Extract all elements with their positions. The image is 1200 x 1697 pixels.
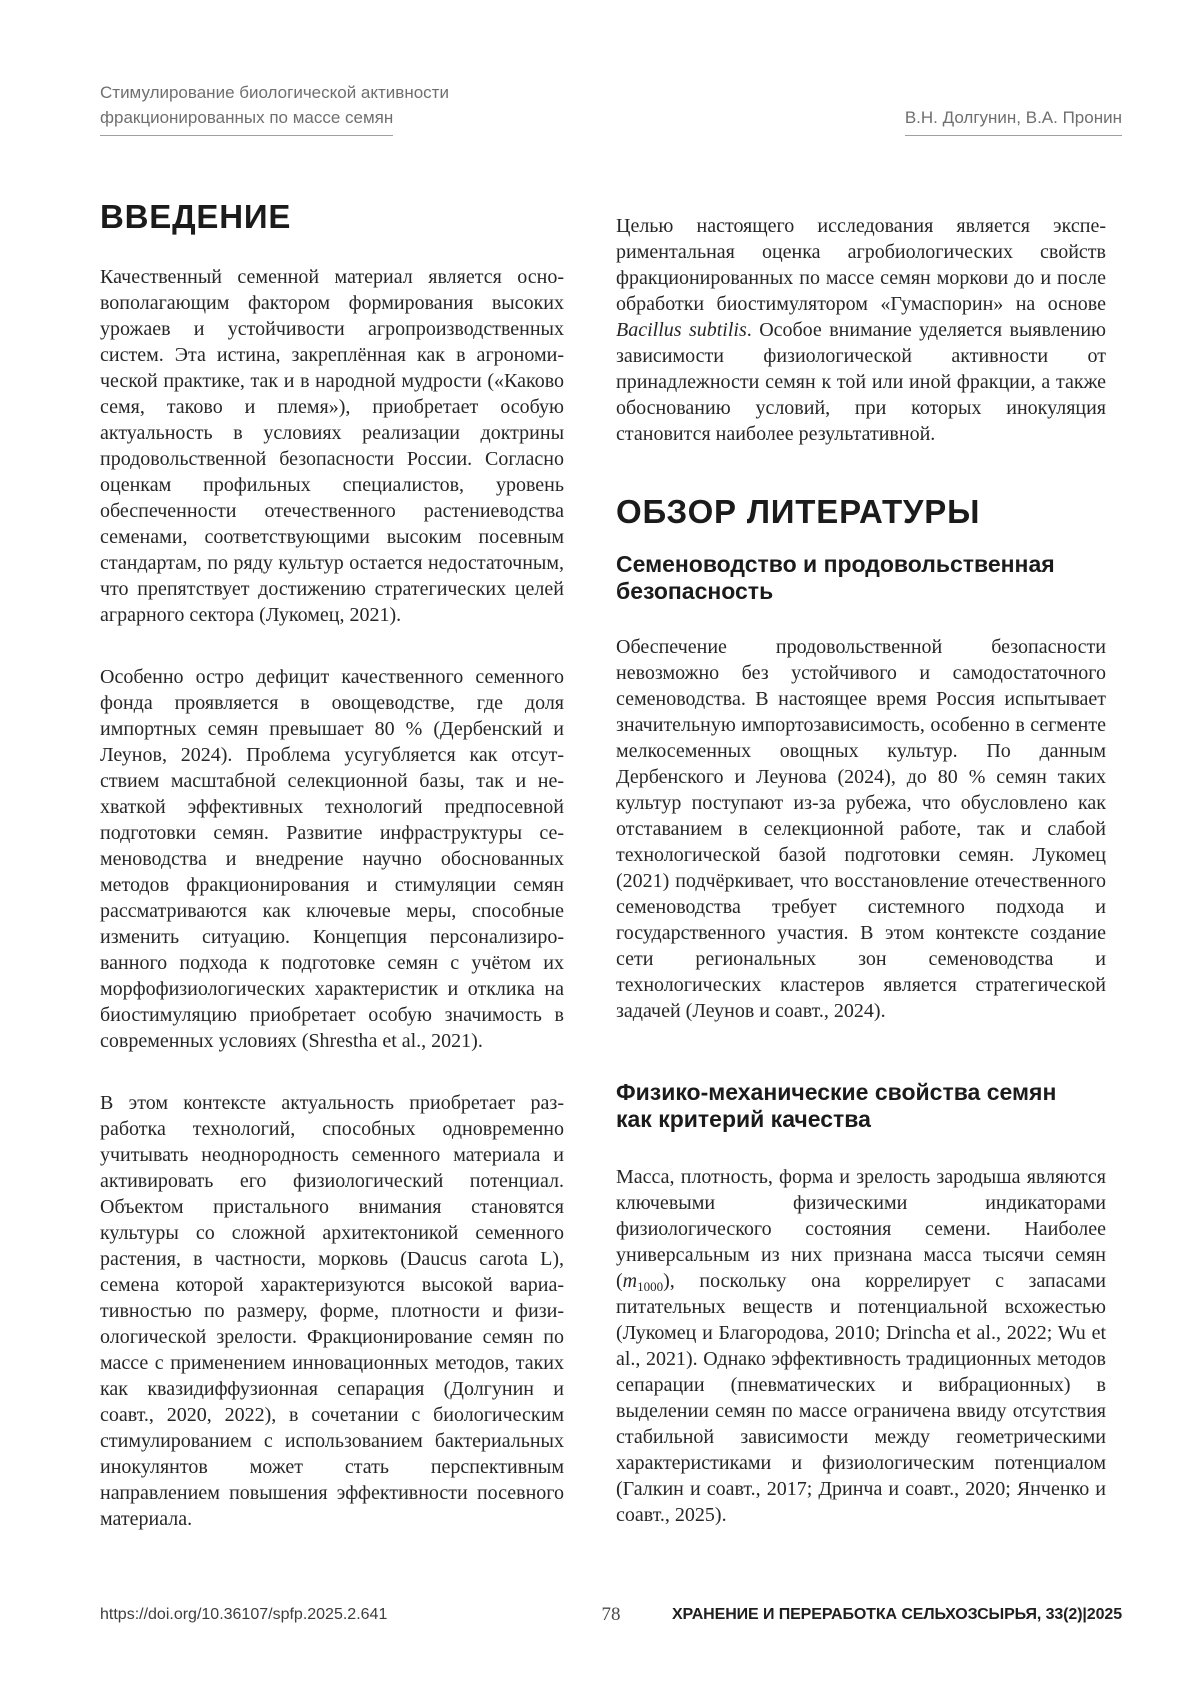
page-footer: [100, 1604, 1122, 1634]
physical-text-pre: Масса, плотность, форма и зрелость зародыша являются ключевыми физическими индикаторами физиологического состояния семени. Наиболее универсальным из них признана масса тысячи семян (: [616, 1166, 1106, 1292]
intro-paragraph-3: В этом контексте актуальность приобретает разработка технологий, способных одновременно учитывать неоднородность семенного материала и активировать его физиологический потенциал. Объектом пристального внимания становятся культуры со сложной архитектоникой семенного растения, в частности, морковь (Daucus carota L), семена которой характеризуются высокой вариативностью по размеру, форме, плотности и физиологической зрелости. Фракционирование семян по массе с применением инновационных методов, таких как квазидиффузионная сепарация (Долгунин и соавт., 2020, 2022), в сочетании с биологическим стимулированием с использованием бактериальных инокулянтов может стать перспективным направлением повышения эффективности посевного материала.: [100, 1092, 564, 1530]
article-body: [100, 0, 1106, 1532]
mass-variable-subscript: 1000: [637, 1279, 664, 1294]
subsection2-title-line1: Физико-механические свойства семян: [616, 1079, 1057, 1105]
subsection-title-physical-properties: [616, 1079, 1106, 1133]
journal-reference: ХРАНЕНИЕ И ПЕРЕРАБОТКА СЕЛЬХОЗСЫРЬЯ, 33(2)|2025: [671, 1606, 1122, 1623]
physical-properties-paragraph: [616, 1164, 1106, 1528]
aim-paragraph: [616, 213, 1106, 447]
subsection1-title-line1: Семеноводство и продовольственная: [616, 551, 1055, 577]
intro-section-title: ВВЕДЕНИЕ: [100, 198, 292, 235]
subsection-title-seed-production: [616, 551, 1106, 605]
intro-paragraph-2: Особенно остро дефицит качественного семенного фонда проявляется в овощеводстве, где доля импортных семян превышает 80 % (Дербенский и Леунов, 2024). Проблема усугубляется как отсутствием масштабной селекционной базы, так и нехваткой эффективных технологий предпосевной подготовки семян. Развитие инфраструктуры семеноводства и внедрение научно обоснованных методов фракционирования и стимуляции семян рассматриваются как ключевые меры, способные изменить ситуацию. Концепция персонализированного подхода к подготовке семян с учётом их морфофизиологических характеристик и отклика на биостимуляцию приобретает особую значимость в современных условиях (Shrestha et al., 2021).: [100, 666, 564, 1052]
left-column: [100, 0, 564, 1532]
right-column: [616, 0, 1106, 1532]
aim-text-pre: Целью настоящего исследования является экспериментальная оценка агробиологических свойств фракционированных по массе семян моркови до и после обработки биостимулятором «Гумаспорин» на основе: [616, 215, 1106, 315]
physical-text-post: ), поскольку она коррелирует с запасами питательных веществ и потенциальной всхожестью (Лукомец и Благородова, 2010; Drincha et al., 2022; Wu et al., 2021). Однако эффективность традиционных методов сепарации (пневматических и вибрационных) в выделении семян по массе ограничена ввиду отсутствия стабильной зависимости между геометрическими характеристиками и физиологическим потенциалом (Галкин и соавт., 2017; Дринча и соавт., 2020; Янченко и соавт., 2025).: [616, 1270, 1106, 1526]
intro-paragraph-1: Качественный семенной материал является основополагающим фактором формирования высоких урожаев и устойчивости агропроизводственных систем. Эта истина, закреплённая как в агрономической практике, так и в народной мудрости («Каково семя, таково и племя»), приобретает особую актуальность в условиях реализации доктрины продовольственной безопасности России. Согласно оценкам профильных специалистов, уровень обеспеченности отечественного растениеводства семенами, соответствующими высоким посевным стандартам, по ряду культур остается недостаточным, что препятствует достижению стратегических целей аграрного сектора (Лукомец, 2021).: [100, 266, 564, 626]
species-name-italic: Bacillus subtilis: [616, 319, 747, 341]
literature-review-title: ОБЗОР ЛИТЕРАТУРЫ: [616, 493, 981, 530]
mass-variable-italic: m: [622, 1270, 638, 1292]
running-title-line1: Стимулирование биологической активности: [100, 83, 449, 102]
page-number: 78: [601, 1604, 621, 1625]
subsection2-title-line2: как критерий качества: [616, 1106, 871, 1132]
seed-production-paragraph: Обеспечение продовольственной безопасности невозможно без устойчивого и самодостаточного семеноводства. В настоящее время Россия испытывает значительную импортозависимость, особенно в сегменте мелкосеменных овощных культур. По данным Дербенского и Леунова (2024), до 80 % семян таких культур поступают из-за рубежа, что обусловлено как отставанием в селекционной работе, так и слабой технологической базой подготовки семян. Лукомец (2021) подчёркивает, что восстановление отечественного семеноводства требует системного подхода и государственного участия. В этом контексте создание сети региональных зон семеноводства и технологических кластеров является стратегической задачей (Леунов и соавт., 2024).: [616, 636, 1106, 1022]
subsection1-title-line2: безопасность: [616, 578, 774, 604]
running-title-line2: фракционированных по массе семян: [100, 105, 393, 136]
authors: В.Н. Долгунин, В.А. Пронин: [905, 105, 1122, 136]
aim-text-post: . Особое внимание уделяется выявлению зависимости физиологической активности от принадлежности семян к той или иной фракции, а также обоснованию условий, при которых инокуляция становится наиболее результативной.: [616, 319, 1106, 445]
doi-link[interactable]: https://doi.org/10.36107/spfp.2025.2.641: [100, 1606, 388, 1623]
